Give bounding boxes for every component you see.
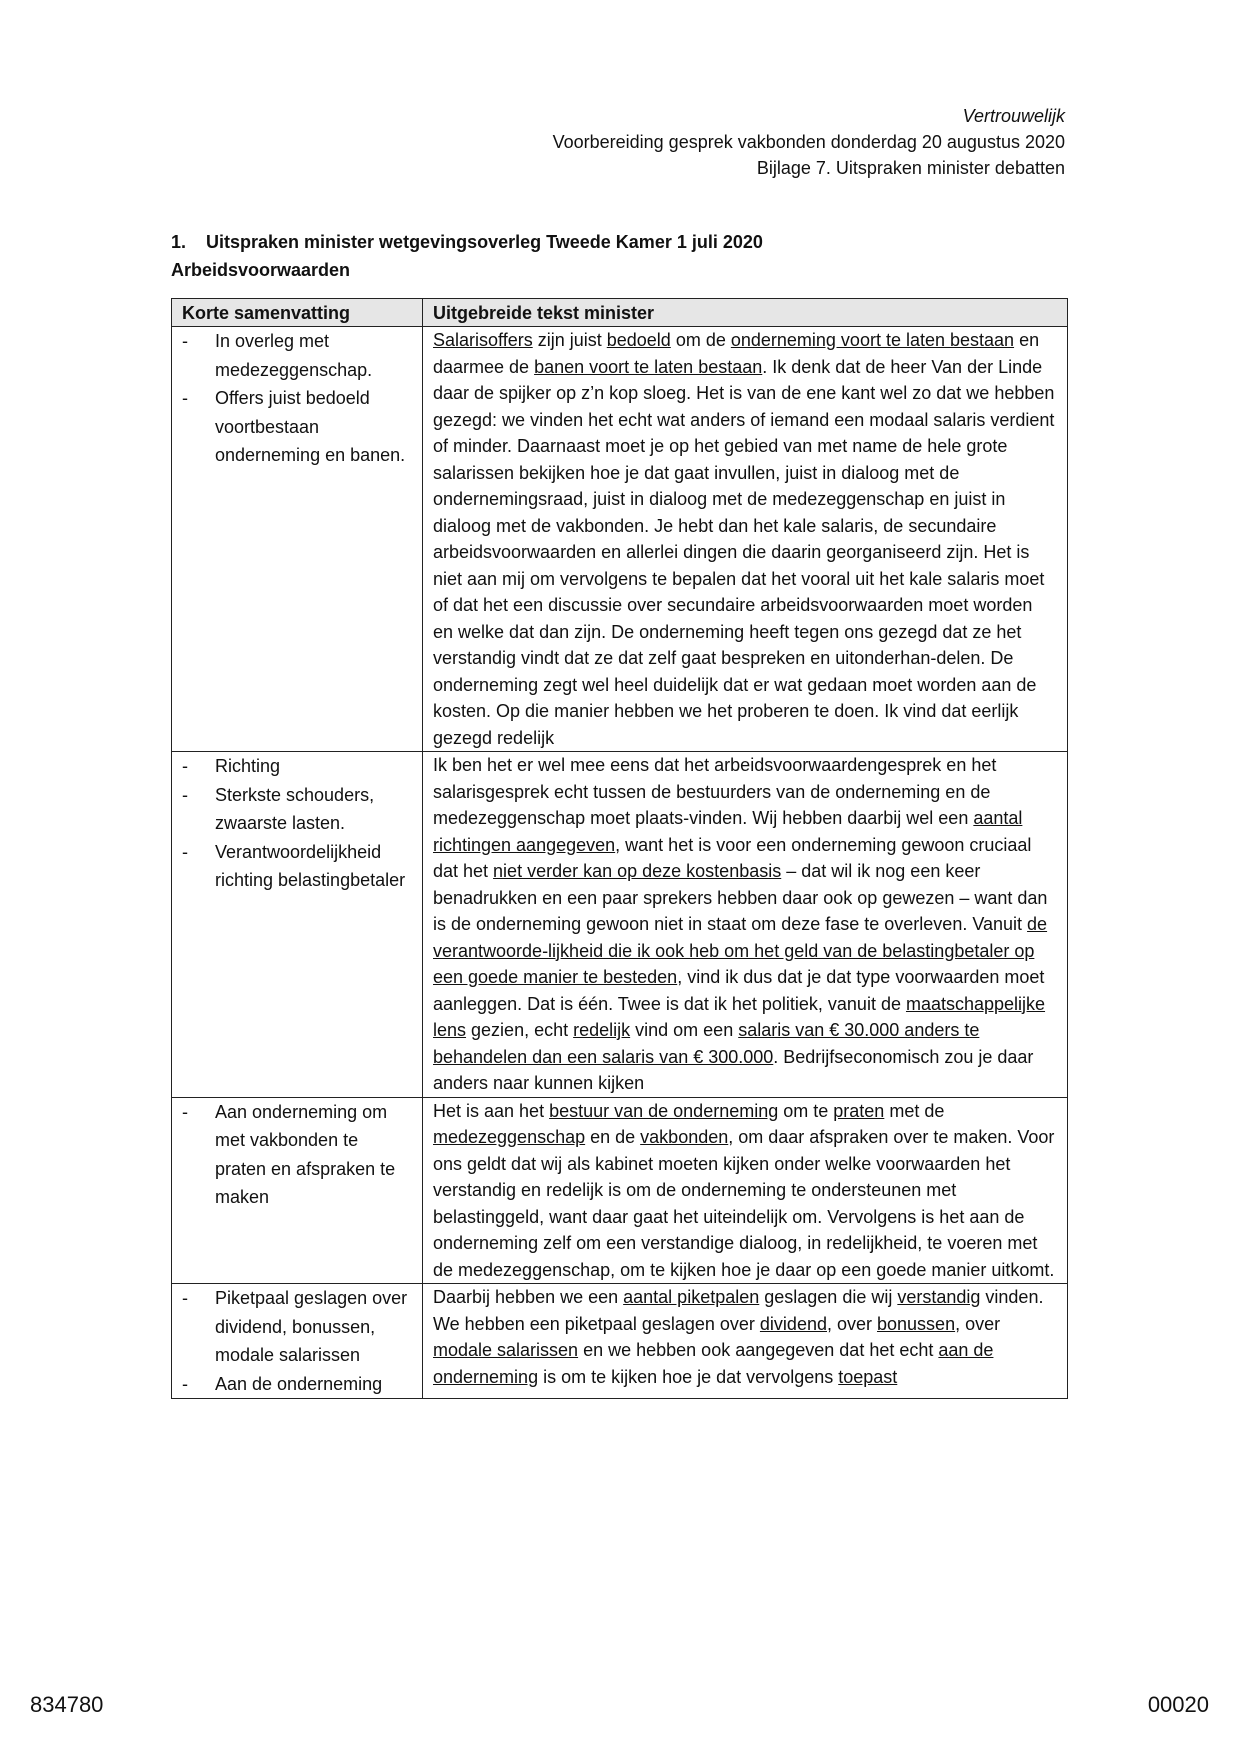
text-segment: gezien, echt — [466, 1020, 574, 1040]
underlined-text: vakbonden — [640, 1127, 729, 1147]
summary-item: - Sterkste schouders, zwaarste lasten. — [182, 781, 412, 838]
text-segment: en daarmee de — [433, 330, 1040, 377]
text-segment: . Bedrijfseconomisch zou je daar anders naar kunnen kijken — [433, 1046, 1034, 1093]
text-segment: Ik ben het er wel mee eens dat het arbeidsvoorwaardengesprek en het salarisgesprek echt tussen de bestuurders van de onderneming en de medezeggenschap moet plaats-vinden. Wij hebben daarbij wel een — [433, 755, 997, 828]
table-row — [172, 1097, 1068, 1284]
statements-table — [171, 298, 1068, 1399]
summary-cell — [172, 752, 423, 1098]
underlined-text: bonussen — [877, 1313, 956, 1334]
header-appendix: Bijlage 7. Uitspraken minister debatten — [756, 158, 1065, 178]
section-title: Uitspraken minister wetgevingsoverleg Tweede Kamer 1 juli 2020 — [206, 232, 763, 252]
text-segment: met de — [884, 1100, 945, 1121]
summary-list — [182, 752, 412, 895]
underlined-text: aan de onderneming — [433, 1340, 994, 1387]
underlined-text: praten — [833, 1100, 885, 1121]
page-number: 00020 — [1147, 1692, 1209, 1717]
underlined-text: medezeggenschap — [433, 1127, 586, 1147]
text-segment: zijn juist — [532, 330, 607, 350]
text-segment: , vind ik dus dat je dat type voorwaarden moet aanleggen. Dat is één. Twee is dat ik het politiek, vanuit de — [433, 967, 1045, 1014]
document-number: 834780 — [30, 1692, 104, 1717]
column-header-summary: Korte samenvatting — [172, 299, 423, 327]
summary-list — [182, 1284, 412, 1398]
text-segment: , over — [955, 1313, 1001, 1334]
section-title-line — [171, 228, 763, 256]
summary-item: - Aan de onderneming — [182, 1370, 412, 1399]
summary-item: - Verantwoordelijkheid richting belastingbetaler — [182, 838, 412, 895]
section-heading — [171, 228, 763, 284]
text-segment: om te — [778, 1100, 834, 1121]
underlined-text: maatschappelijke lens — [433, 993, 1046, 1040]
summary-cell — [172, 327, 423, 752]
minister-text-cell — [423, 752, 1068, 1098]
underlined-text: bedoeld — [606, 330, 671, 350]
summary-item: - Richting — [182, 752, 412, 781]
text-segment: en we hebben ook aangegeven dat het echt — [578, 1340, 939, 1360]
text-segment: , over — [826, 1313, 878, 1334]
column-header-full-text: Uitgebreide tekst minister — [423, 299, 1068, 327]
header-subject: Voorbereiding gesprek vakbonden donderdag 20 augustus 2020 — [552, 132, 1065, 152]
table-row — [172, 1284, 1068, 1399]
underlined-text: bestuur van de onderneming — [549, 1100, 779, 1121]
text-segment: om de — [670, 330, 731, 350]
table-row — [172, 752, 1068, 1098]
text-segment: en de — [585, 1127, 641, 1147]
section-subtitle: Arbeidsvoorwaarden — [171, 260, 351, 280]
underlined-text: de verantwoorde-lijkheid die ik ook heb om het geld van de belastingbetaler op een goede manier te besteden — [433, 914, 1048, 987]
underlined-text: salaris van € 30.000 anders te behandelen dan een salaris van € 300.000 — [433, 1020, 980, 1067]
underlined-text: aantal piketpalen — [623, 1287, 760, 1307]
summary-list — [182, 327, 412, 470]
underlined-text: dividend — [759, 1313, 827, 1334]
table-row — [172, 327, 1068, 752]
text-segment: geslagen die wij — [759, 1287, 898, 1307]
underlined-text: redelijk — [573, 1020, 631, 1040]
underlined-text: toepast — [838, 1366, 898, 1387]
table-header-row — [172, 299, 1068, 327]
minister-text-cell — [423, 1097, 1068, 1284]
minister-text-cell — [423, 1284, 1068, 1399]
minister-text-cell — [423, 327, 1068, 752]
text-segment: vinden. We hebben een piketpaal geslagen over — [433, 1287, 1044, 1334]
text-segment: , om daar afspraken over te maken. Voor ons geldt dat wij als kabinet moeten kijken onder welke voorwaarden het verstandig en redelijk is om de onderneming te ondersteunen met belastinggeld, want daar gaat het uiteindelijk om. Vervolgens is het aan de onderneming zelf om een verstandige dialoog, in redelijkheid, te voeren met de medezeggenschap, om te kijken hoe je daar op een goede manier uitkomt. — [433, 1127, 1055, 1280]
summary-item: - Offers juist bedoeld voortbestaan onderneming en banen. — [182, 384, 412, 470]
underlined-text: modale salarissen — [433, 1340, 579, 1360]
underlined-text: banen voort te laten bestaan — [534, 356, 763, 377]
text-segment: vind om een — [630, 1020, 739, 1040]
confidential-label: Vertrouwelijk — [962, 106, 1065, 126]
section-number: 1. — [171, 232, 187, 252]
underlined-text: verstandig — [897, 1287, 981, 1307]
underlined-text: Salarisoffers — [433, 330, 533, 350]
summary-list — [182, 1098, 412, 1212]
underlined-text: niet verder kan op deze kostenbasis — [493, 861, 782, 881]
summary-item: - Piketpaal geslagen over dividend, bonussen, modale salarissen — [182, 1284, 412, 1370]
text-segment: . Ik denk dat de heer Van der Linde daar de spijker op z’n kop sloeg. Het is van de ene kant wel zo dat we hebben gezegd: we vinden het echt wat anders of iemand een modaal salaris verdient of minder. Daarnaast moet je op het gebied van met name de hele grote salarissen bekijken hoe je dat gaat invullen, juist in dialoog met de ondernemingsraad, juist in dialoog met de medezeggenschap en juist in dialoog met de vakbonden. Je hebt dan het kale salaris, de secundaire arbeidsvoorwaarden en allerlei dingen die daarin georganiseerd zijn. Het is niet aan mij om vervolgens te bepalen dat het vooral uit het kale salaris moet of dat het een discussie over secundaire arbeidsvoorwaarden moet worden en welke dat dan zijn. De onderneming heeft tegen ons gezegd dat ze het verstandig vindt dat ze dat zelf gaat bespreken en uitonderhan-delen. De onderneming zegt wel heel duidelijk dat er wat gedaan moet worden aan de kosten. Op die manier hebben we het proberen te doen. Ik vind dat eerlijk gezegd redelijk — [433, 356, 1055, 748]
text-segment: is om te kijken hoe je dat vervolgens — [538, 1366, 839, 1387]
text-segment: , want het is voor een onderneming gewoon cruciaal dat het — [433, 834, 1032, 881]
document-header — [553, 103, 1065, 181]
summary-item: - Aan onderneming om met vakbonden te praten en afspraken te maken — [182, 1098, 412, 1212]
summary-item: - In overleg met medezeggenschap. — [182, 327, 412, 384]
underlined-text: aantal richtingen aangegeven — [433, 808, 1023, 855]
summary-cell — [172, 1284, 423, 1399]
text-segment: Daarbij hebben we een — [433, 1287, 624, 1307]
text-segment: Het is aan het — [433, 1100, 550, 1121]
underlined-text: onderneming voort te laten bestaan — [730, 330, 1015, 350]
text-segment: – dat wil ik nog een keer benadrukken en een paar sprekers hebben daar ook op gewezen – want dan is de onderneming gewoon niet in staat om deze fase te overleven. Vanuit — [433, 861, 1048, 934]
summary-cell — [172, 1097, 423, 1284]
